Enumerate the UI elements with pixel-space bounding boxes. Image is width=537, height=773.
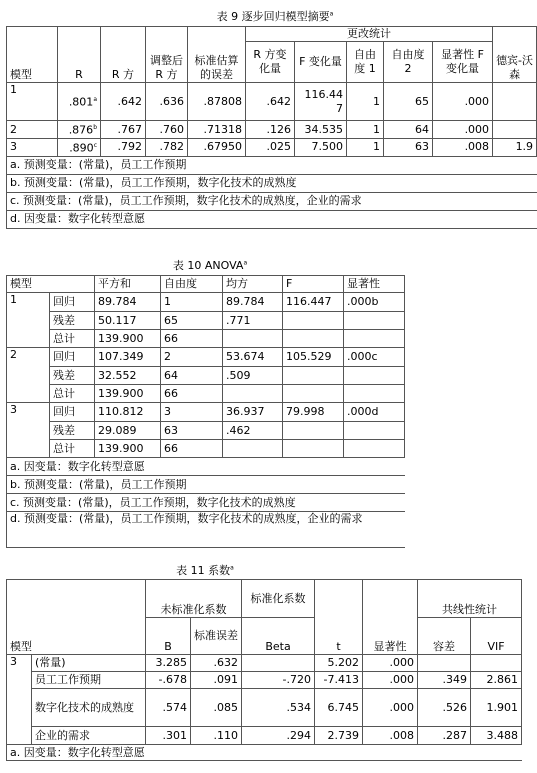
header-r: R xyxy=(58,27,101,83)
header-model: 模型 xyxy=(7,276,95,293)
table-row: 员工工作预期 -.678 .091 -.720 -7.413 .000 .349 2.861 xyxy=(7,672,522,689)
header-durbin-watson: 德宾-沃森 xyxy=(493,27,537,83)
table-row: 1 .801$^a$ .642 .636 .87808 .642 116.447 1 65 .000 xyxy=(7,83,537,121)
header-sig: 显著性 xyxy=(344,276,405,293)
header-r-square-change: R 方变化量 xyxy=(246,42,295,83)
table10-note-b: b. 预测变量：(常量)，员工工作预期 xyxy=(7,476,405,494)
header-std-error: 标准估算的误差 xyxy=(188,27,246,83)
header-df: 自由度 xyxy=(161,276,223,293)
table-row: 总计 139.900 66 xyxy=(7,440,405,458)
header-f-change: F 变化量 xyxy=(295,42,347,83)
header-r-square: R 方 xyxy=(101,27,146,83)
table9-note-c: c. 预测变量：(常量)，员工工作预期，数字化技术的成熟度，企业的需求 xyxy=(7,192,537,210)
table-row: 2 .876$^b$ .767 .760 .71318 .126 34.535 1 64 .000 xyxy=(7,121,537,139)
header-df1: 自由度 1 xyxy=(347,42,384,83)
header-collinearity: 共线性统计 xyxy=(418,580,522,618)
header-beta: Beta xyxy=(242,618,315,655)
table-row: 残差 50.117 65 .771 xyxy=(7,312,405,330)
table11-note-a: a. 因变量：数字化转型意愿 xyxy=(7,745,522,761)
table-row: 残差 29.089 63 .462 xyxy=(7,422,405,440)
table10-note-d: d. 预测变量：(常量)，员工工作预期，数字化技术的成熟度，企业的需求 xyxy=(7,512,405,548)
caption-footnote-mark: a xyxy=(243,259,248,267)
header-f: F xyxy=(283,276,344,293)
header-b: B xyxy=(146,618,191,655)
table-row: 3 (常量) 3.285 .632 5.202 .000 xyxy=(7,655,522,672)
table10-note-c: c. 预测变量：(常量)，员工工作预期，数字化技术的成熟度 xyxy=(7,494,405,512)
header-df2: 自由度 2 xyxy=(384,42,433,83)
table-row: 3 回归 110.812 3 36.937 79.998 .000d xyxy=(7,403,405,422)
caption-footnote-mark: a xyxy=(329,10,334,18)
header-mean-square: 均方 xyxy=(223,276,283,293)
header-adjusted-r-square: 调整后 R 方 xyxy=(146,27,188,83)
header-std-error: 标准误差 xyxy=(191,618,242,655)
table-row: 残差 32.552 64 .509 xyxy=(7,367,405,385)
table9-caption: 表 9 逐步回归模型摘要$^a$ xyxy=(216,10,334,23)
table9-note-d: d. 因变量：数字化转型意愿 xyxy=(7,210,537,228)
table10-caption: 表 10 ANOVA$^a$ xyxy=(172,259,248,272)
table9-model-summary xyxy=(6,26,537,229)
table11-caption: 表 11 系数$^a$ xyxy=(176,564,234,577)
header-model: 模型 xyxy=(7,580,146,655)
table-row: 总计 139.900 66 xyxy=(7,330,405,348)
table-row: 1 回归 89.784 1 89.784 116.447 .000b xyxy=(7,293,405,312)
header-sig-f-change: 显著性 F 变化量 xyxy=(433,42,493,83)
header-t: t xyxy=(315,580,363,655)
header-change-statistics: 更改统计 xyxy=(246,27,493,42)
table10-anova xyxy=(6,275,405,548)
table-row: 数字化技术的成熟度 .574 .085 .534 6.745 .000 .526 1.901 xyxy=(7,689,522,727)
table-row: 3 .890$^c$ .792 .782 .67950 .025 7.500 1 63 .008 1.9 xyxy=(7,139,537,157)
table9-note-a: a. 预测变量：(常量)，员工工作预期 xyxy=(7,156,537,174)
table-row: 企业的需求 .301 .110 .294 2.739 .008 .287 3.488 xyxy=(7,727,522,745)
header-sum-of-squares: 平方和 xyxy=(95,276,161,293)
header-standardized: 标准化系数 xyxy=(242,580,315,618)
table-row: 2 回归 107.349 2 53.674 105.529 .000c xyxy=(7,348,405,367)
table-row: 总计 139.900 66 xyxy=(7,385,405,403)
caption-footnote-mark: a xyxy=(230,564,234,572)
header-vif: VIF xyxy=(471,618,522,655)
header-model: 模型 xyxy=(7,27,58,83)
table11-coefficients xyxy=(6,579,522,761)
table9-note-b: b. 预测变量：(常量)，员工工作预期，数字化技术的成熟度 xyxy=(7,174,537,192)
header-sig: 显著性 xyxy=(363,580,418,655)
header-tolerance: 容差 xyxy=(418,618,471,655)
header-unstandardized: 未标准化系数 xyxy=(146,580,242,618)
table10-note-a: a. 因变量：数字化转型意愿 xyxy=(7,458,405,476)
